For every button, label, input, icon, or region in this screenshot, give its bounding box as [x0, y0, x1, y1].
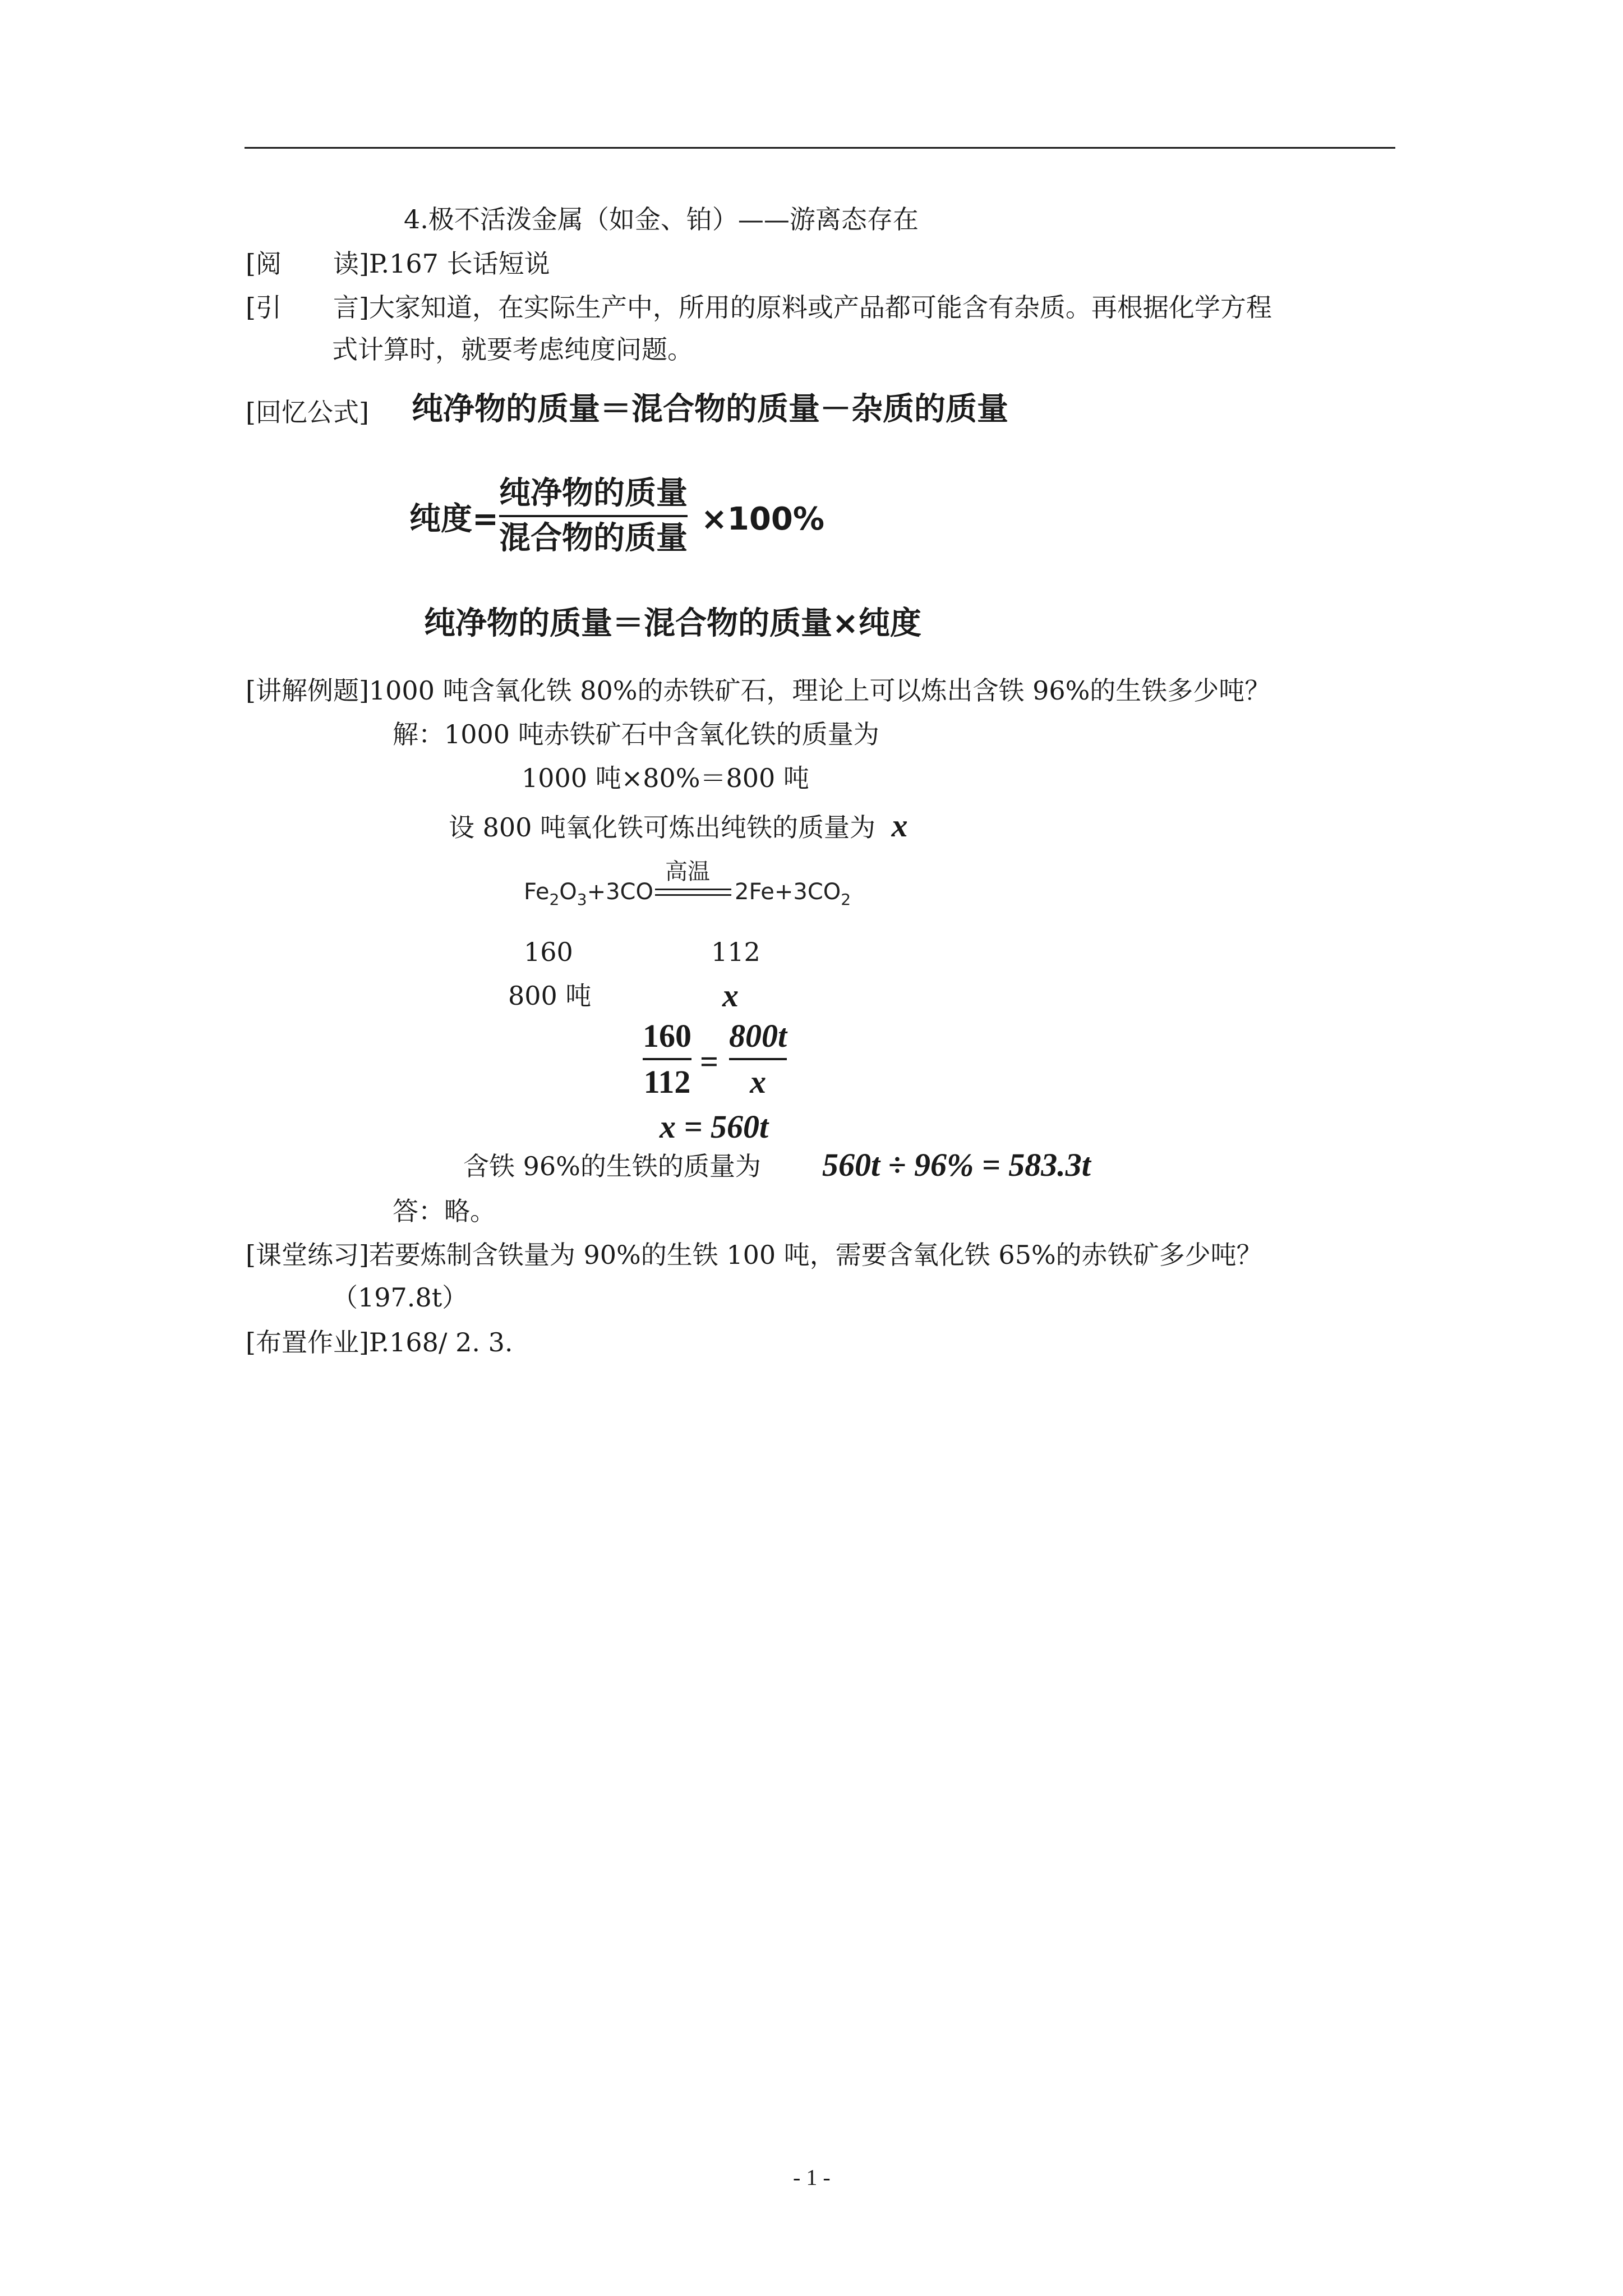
formula-pure-times-purity: 纯净物的质量＝混合物的质量×纯度	[424, 605, 921, 642]
subscript: 2	[549, 890, 560, 909]
line-inactive-metals: 4.极不活泼金属（如金、铂）——游离态存在	[404, 204, 919, 234]
unknown-x: x	[722, 977, 739, 1014]
equation-reactants	[524, 881, 653, 908]
equals-bar-bottom	[655, 894, 731, 896]
solution-step-1: 解：1000 吨赤铁矿石中含氧化铁的质量为	[393, 719, 879, 749]
subscript: 3	[577, 890, 587, 909]
header-rule	[245, 147, 1395, 149]
reactant-co: +3CO	[587, 879, 653, 905]
solution-step-3-text: 设 800 吨氧化铁可炼出纯铁的质量为	[449, 812, 876, 843]
proportion-left-den: 112	[643, 1064, 691, 1100]
pig-iron-label: 含铁 96%的生铁的质量为	[463, 1151, 761, 1181]
proportion-left	[643, 1020, 691, 1098]
homework: [布置作业]P.168/ 2. 3.	[246, 1327, 513, 1358]
reactant-fe: Fe	[524, 879, 550, 905]
page-number: - 1 -	[793, 2165, 831, 2190]
molar-mass-fe2o3: 160	[524, 937, 573, 967]
line-intro-cont: 式计算时，就要考虑纯度问题。	[332, 334, 693, 365]
purity-denominator: 混合物的质量	[499, 520, 688, 556]
formula-pure-mass: 纯净物的质量＝混合物的质量－杂质的质量	[412, 391, 1008, 427]
fraction-bar	[499, 515, 688, 517]
fraction-bar	[643, 1058, 691, 1060]
purity-rhs: ×100%	[701, 501, 824, 537]
practice-answer: （197.8t）	[332, 1282, 468, 1313]
reactant-o: O	[559, 879, 577, 905]
example-problem: [讲解例题]1000 吨含氧化铁 80%的赤铁矿石，理论上可以炼出含铁 96%的生铁多少吨？	[246, 675, 1271, 706]
reaction-condition: 高温	[665, 859, 710, 885]
proportion-right-den: x	[750, 1064, 767, 1100]
line-reading: [阅 读]P.167 长话短说	[246, 249, 550, 279]
purity-numerator: 纯净物的质量	[499, 475, 688, 512]
purity-lhs: 纯度=	[409, 501, 499, 537]
proportion-right-num: 800t	[729, 1018, 787, 1054]
subscript: 2	[841, 890, 851, 909]
practice-problem: [课堂练习]若要炼制含铁量为 90%的生铁 100 吨，需要含氧化铁 65%的赤铁矿多少吨？	[246, 1240, 1262, 1270]
proportion-equals: =	[700, 1043, 719, 1080]
equals-bar-top	[655, 889, 731, 890]
recall-formula-label: [回忆公式]	[246, 397, 369, 427]
variable-x: x	[891, 807, 908, 844]
purity-fraction	[499, 475, 688, 556]
solution-step-3	[449, 809, 908, 842]
molar-mass-fe: 112	[711, 937, 760, 967]
line-intro: [引 言]大家知道，在实际生产中，所用的原料或产品都可能含有杂质。再根据化学方程	[246, 292, 1272, 323]
x-result: x = 560t	[660, 1108, 769, 1145]
product-text: 2Fe+3CO	[735, 879, 841, 905]
equation-products	[735, 881, 851, 908]
solution-step-2: 1000 吨×80%＝800 吨	[522, 763, 809, 793]
pig-iron-calc: 560t ÷ 96% = 583.3t	[822, 1147, 1091, 1183]
proportion-left-num: 160	[643, 1018, 691, 1054]
mass-800-ton: 800 吨	[508, 981, 592, 1011]
fraction-bar	[729, 1058, 787, 1060]
answer-line: 答：略。	[393, 1196, 496, 1226]
proportion-right	[729, 1020, 787, 1098]
